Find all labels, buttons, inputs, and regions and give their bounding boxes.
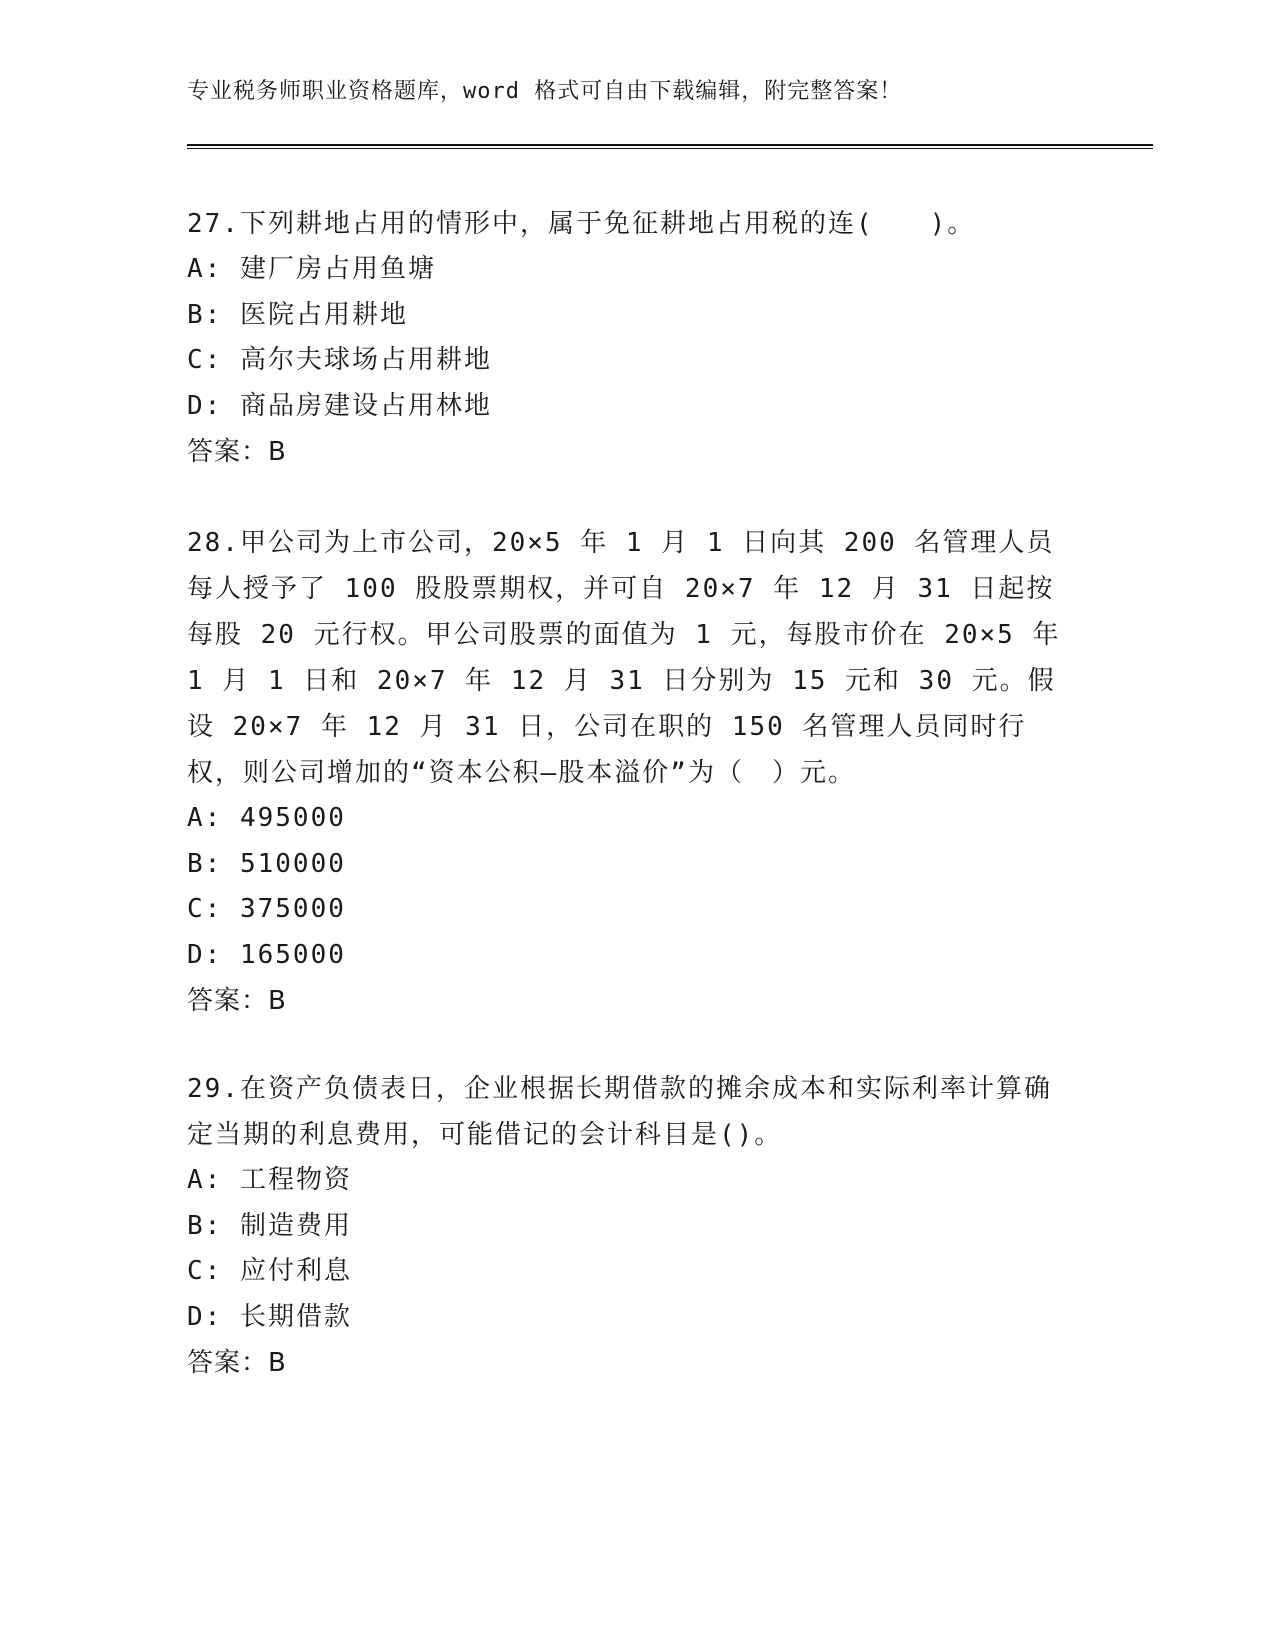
option-a: A: 建厂房占用鱼塘: [187, 254, 436, 284]
option-d: D: 长期借款: [187, 1301, 352, 1332]
question-stem: 27.下列耕地占用的情形中，属于免征耕地占用税的连( )。: [187, 209, 976, 239]
option-c: C: 高尔夫球场占用耕地: [187, 345, 492, 375]
option-a: A: 工程物资: [187, 1165, 352, 1195]
option-a: A: 495000: [187, 803, 346, 833]
option-d: D: 商品房建设占用林地: [187, 390, 492, 421]
question-stem: 28.甲公司为上市公司，20×5 年 1 月 1 日向其 200 名管理人员每人授予了 100 股股票期权，并可自 20×7 年 12 月 31 日起按每股 20 元行权。甲公司股票的面值为 1 元，每股市价在 20×5 年 1 月 1 日和 20×7 年 12 月 31 日分别为 15 元和 30 元。假设 20×7 年 12 月 31 日，公司在职的 150 名管理人员同时行权，则公司增加的“资本公积—股本溢价”为（ ）元。: [187, 528, 1061, 788]
option-b: B: 医院占用耕地: [187, 299, 408, 330]
answer-line: 答案：B: [187, 437, 287, 467]
header-divider: [187, 144, 1153, 149]
question-27: [187, 201, 1077, 475]
answer-line: 答案：B: [187, 986, 287, 1016]
option-c: C: 应付利息: [187, 1256, 352, 1286]
answer-line: 答案：B: [187, 1348, 287, 1378]
question-stem: 29.在资产负债表日，企业根据长期借款的摊余成本和实际利率计算确定当期的利息费用，可能借记的会计科目是()。: [187, 1074, 1052, 1150]
option-c: C: 375000: [187, 894, 346, 924]
option-b: B: 510000: [187, 848, 346, 879]
question-29: [187, 1066, 1077, 1386]
question-28: [187, 520, 1077, 1024]
option-d: D: 165000: [187, 939, 346, 970]
option-b: B: 制造费用: [187, 1210, 352, 1241]
page-header: 专业税务师职业资格题库，word 格式可自由下载编辑，附完整答案！: [187, 79, 903, 104]
